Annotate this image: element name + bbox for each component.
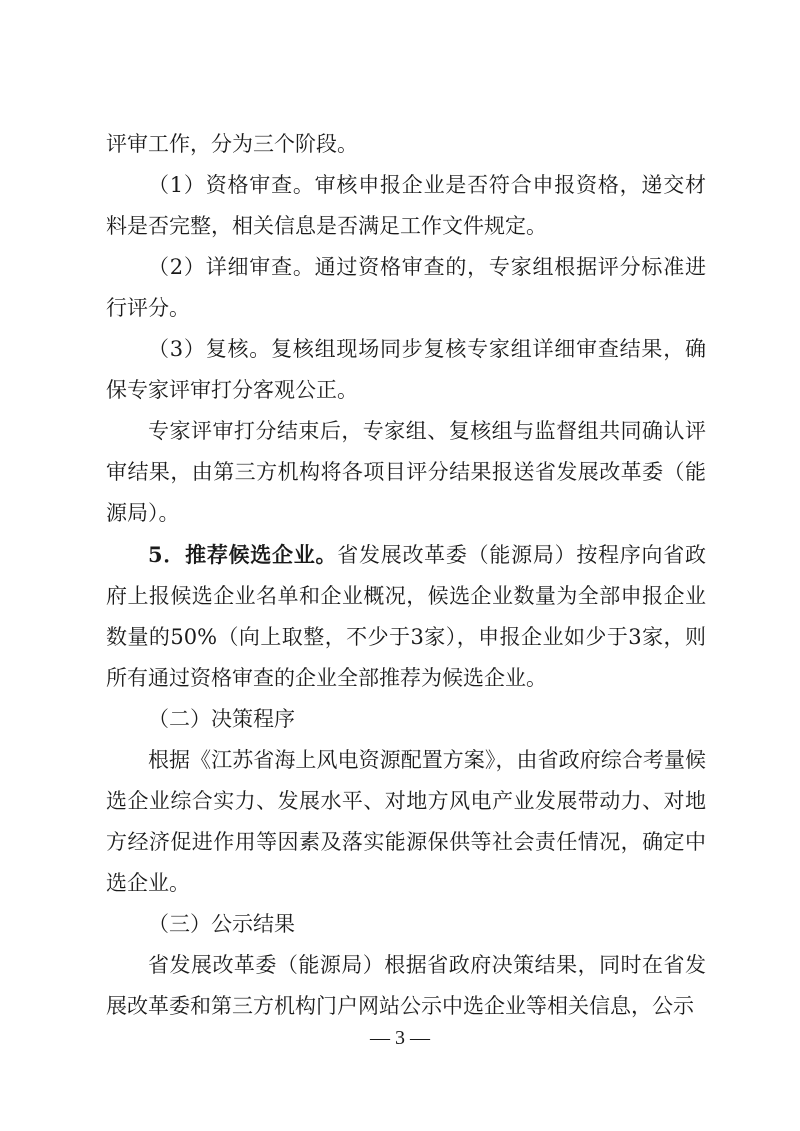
paragraph-qualification-review: （1）资格审查。审核申报企业是否符合申报资格，递交材料是否完整，相关信息是否满足工作文件规定。	[106, 173, 706, 238]
paragraph-detailed-review: （2）详细审查。通过资格审查的，专家组根据评分标准进行评分。	[106, 255, 706, 320]
heading-publicity: （三）公示结果	[148, 912, 295, 936]
paragraph-scoring-result: 专家评审打分结束后，专家组、复核组与监督组共同确认评审结果，由第三方机构将各项目评分结果报送省发展改革委（能源局）。	[106, 419, 706, 525]
paragraph-recommend-candidates	[106, 534, 706, 699]
recommend-candidates-lead: 5．推荐候选企业。	[148, 542, 338, 567]
document-body	[106, 124, 706, 1027]
paragraph-continuation: 评审工作，分为三个阶段。	[106, 132, 358, 156]
page-number: — 3 —	[370, 1027, 430, 1049]
paragraph-recheck: （3）复核。复核组现场同步复核专家组详细审查结果，确保专家评审打分客观公正。	[106, 337, 706, 402]
paragraph-publicity: 省发展改革委（能源局）根据省政府决策结果，同时在省发展改革委和第三方机构门户网站公示中选企业等相关信息，公示	[106, 953, 706, 1018]
heading-decision-procedure: （二）决策程序	[148, 707, 295, 731]
paragraph-decision-procedure: 根据《江苏省海上风电资源配置方案》，由省政府综合考量候选企业综合实力、发展水平、对地方风电产业发展带动力、对地方经济促进作用等因素及落实能源保供等社会责任情况，确定中选企业。	[106, 748, 706, 895]
recommend-candidates-text: 省发展改革委（能源局）按程序向省政府上报候选企业名单和企业概况，候选企业数量为全部申报企业数量的50%（向上取整，不少于3家），申报企业如少于3家，则所有通过资格审查的企业全部推荐为候选企业。	[106, 543, 706, 690]
